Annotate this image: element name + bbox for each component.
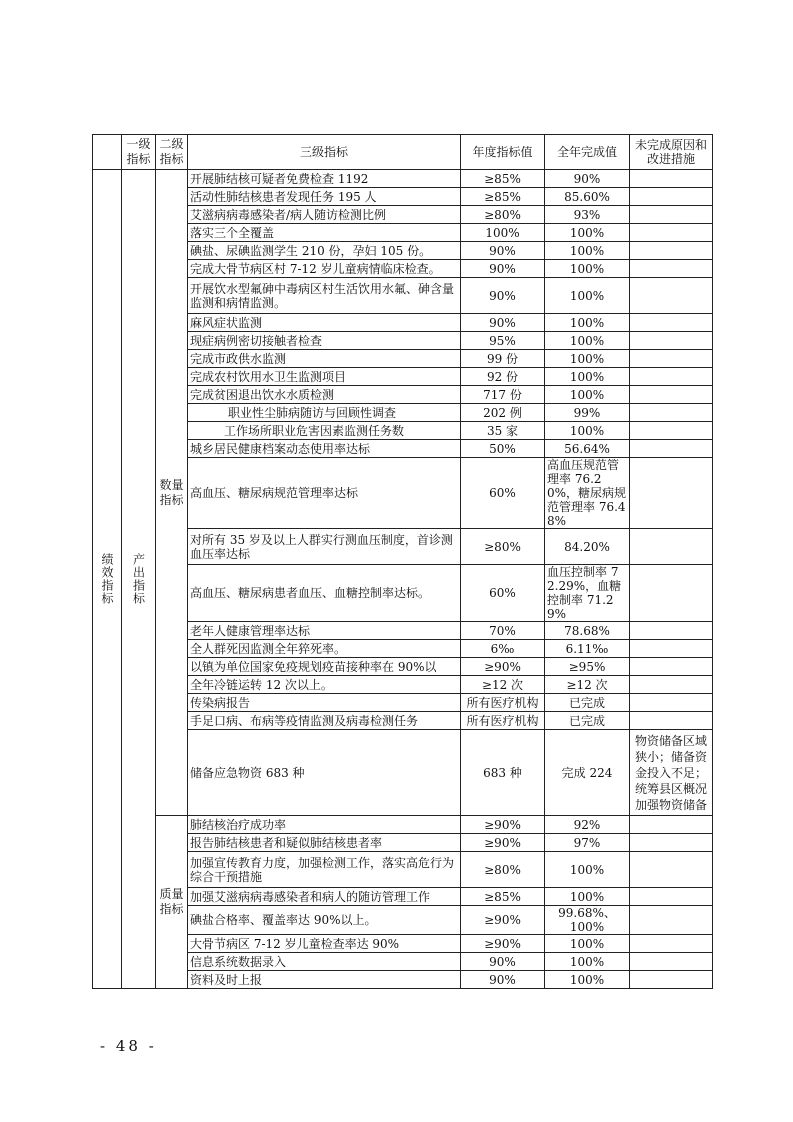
- header-level1: 一级指标: [122, 135, 156, 170]
- actual-value: 93%: [545, 206, 630, 224]
- indicator-name: 肺结核治疗成功率: [188, 816, 461, 834]
- annual-target: ≥90%: [461, 658, 545, 676]
- actual-value: 100%: [545, 350, 630, 368]
- indicator-name: 全年冷链运转 12 次以上。: [188, 676, 461, 694]
- indicator-name: 全人群死因监测全年猝死率。: [188, 640, 461, 658]
- actual-value: 84.20%: [545, 529, 630, 565]
- indicator-name: 高血压、糖尿病患者血压、血糖控制率达标。: [188, 565, 461, 622]
- annual-target: ≥80%: [461, 852, 545, 888]
- section-performance: [93, 170, 122, 989]
- annual-target: 35 家: [461, 422, 545, 440]
- actual-value: 6.11‰: [545, 640, 630, 658]
- actual-value: 100%: [545, 953, 630, 971]
- reason-cell: [630, 676, 713, 694]
- indicator-name: 加强宣传教育力度，加强检测工作，落实高危行为综合干预措施: [188, 852, 461, 888]
- annual-target: 90%: [461, 971, 545, 989]
- actual-value: 90%: [545, 170, 630, 188]
- indicator-name: 城乡居民健康档案动态使用率达标: [188, 440, 461, 458]
- indicator-name: 老年人健康管理率达标: [188, 622, 461, 640]
- reason-cell: [630, 565, 713, 622]
- reason-cell: [630, 640, 713, 658]
- indicator-name: 报告肺结核患者和疑似肺结核患者率: [188, 834, 461, 852]
- reason-cell: [630, 188, 713, 206]
- actual-value: 100%: [545, 386, 630, 404]
- indicator-name: 落实三个全覆盖: [188, 224, 461, 242]
- header-annual-target: 年度指标值: [461, 135, 545, 170]
- table-row: [93, 170, 713, 188]
- header-level3: 三级指标: [188, 135, 461, 170]
- reason-cell: [630, 622, 713, 640]
- actual-value: 56.64%: [545, 440, 630, 458]
- reason-cell: [630, 404, 713, 422]
- indicator-name: 开展肺结核可疑者免费检查 1192: [188, 170, 461, 188]
- indicator-name: 传染病报告: [188, 694, 461, 712]
- annual-target: 92 份: [461, 368, 545, 386]
- annual-target: 90%: [461, 260, 545, 278]
- reason-cell: [630, 440, 713, 458]
- reason-cell: [630, 332, 713, 350]
- reason-cell: [630, 658, 713, 676]
- indicator-name: 储备应急物资 683 种: [188, 730, 461, 816]
- annual-target: ≥90%: [461, 906, 545, 935]
- reason-cell: [630, 906, 713, 935]
- annual-target: 6‰: [461, 640, 545, 658]
- performance-table: [92, 134, 713, 989]
- annual-target: ≥85%: [461, 170, 545, 188]
- actual-value: ≥12 次: [545, 676, 630, 694]
- reason-cell: [630, 458, 713, 529]
- reason-cell: [630, 712, 713, 730]
- reason-cell: [630, 971, 713, 989]
- indicator-name: 手足口病、布病等疫情监测及病毒检测任务: [188, 712, 461, 730]
- actual-value: 100%: [545, 422, 630, 440]
- indicator-name: 对所有 35 岁及以上人群实行测血压制度，首诊测血压率达标: [188, 529, 461, 565]
- annual-target: 683 种: [461, 730, 545, 816]
- actual-value: 100%: [545, 314, 630, 332]
- annual-target: 所有医疗机构: [461, 694, 545, 712]
- actual-value: 100%: [545, 242, 630, 260]
- indicator-name: 完成贫困退出饮水水质检测: [188, 386, 461, 404]
- reason-cell: [630, 816, 713, 834]
- annual-target: ≥85%: [461, 888, 545, 906]
- indicator-name: 以镇为单位国家免疫规划疫苗接种率在 90%以: [188, 658, 461, 676]
- table-row: [93, 816, 713, 834]
- reason-cell: [630, 350, 713, 368]
- section-quantity-text: 数量指标: [159, 477, 184, 507]
- annual-target: 50%: [461, 440, 545, 458]
- annual-target: 70%: [461, 622, 545, 640]
- section-performance-text: 绩效指标: [100, 553, 114, 605]
- reason-cell: [630, 206, 713, 224]
- header-actual: 全年完成值: [545, 135, 630, 170]
- annual-target: 60%: [461, 458, 545, 529]
- annual-target: 90%: [461, 278, 545, 314]
- reason-cell: [630, 694, 713, 712]
- actual-value: 100%: [545, 888, 630, 906]
- indicator-name: 完成市政供水监测: [188, 350, 461, 368]
- annual-target: 202 例: [461, 404, 545, 422]
- actual-value: 血压控制率 72.29%，血糖控制率 71.29%: [545, 565, 630, 622]
- reason-cell: [630, 529, 713, 565]
- section-quantity: [156, 170, 188, 816]
- annual-target: 60%: [461, 565, 545, 622]
- indicator-name: 资料及时上报: [188, 971, 461, 989]
- indicator-name: 大骨节病区 7-12 岁儿童检查率达 90%: [188, 935, 461, 953]
- annual-target: 所有医疗机构: [461, 712, 545, 730]
- indicator-name: 工作场所职业危害因素监测任务数: [188, 422, 461, 440]
- reason-cell: [630, 852, 713, 888]
- actual-value: 完成 224: [545, 730, 630, 816]
- indicator-name: 麻风症状监测: [188, 314, 461, 332]
- reason-cell: [630, 224, 713, 242]
- reason-cell: [630, 386, 713, 404]
- annual-target: ≥12 次: [461, 676, 545, 694]
- annual-target: 90%: [461, 953, 545, 971]
- annual-target: ≥90%: [461, 834, 545, 852]
- actual-value: 高血压规范管理率 76.20%，糖尿病规范管理率 76.48%: [545, 458, 630, 529]
- indicator-name: 加强艾滋病病毒感染者和病人的随访管理工作: [188, 888, 461, 906]
- header-blank: [93, 135, 122, 170]
- actual-value: 97%: [545, 834, 630, 852]
- reason-cell: [630, 888, 713, 906]
- reason-cell: [630, 242, 713, 260]
- indicator-name: 开展饮水型氟砷中毒病区村生活饮用水氟、砷含量监测和病情监测。: [188, 278, 461, 314]
- section-quality-text: 质量指标: [159, 887, 184, 916]
- indicator-name: 活动性肺结核患者发现任务 195 人: [188, 188, 461, 206]
- actual-value: 78.68%: [545, 622, 630, 640]
- actual-value: 100%: [545, 935, 630, 953]
- actual-value: 85.60%: [545, 188, 630, 206]
- actual-value: 已完成: [545, 712, 630, 730]
- reason-cell: [630, 834, 713, 852]
- section-output: [122, 170, 156, 989]
- indicator-name: 信息系统数据录入: [188, 953, 461, 971]
- section-output-text: 产出指标: [131, 553, 146, 605]
- section-quality: [156, 816, 188, 989]
- actual-value: 100%: [545, 278, 630, 314]
- actual-value: 99.68%、100%: [545, 906, 630, 935]
- actual-value: 已完成: [545, 694, 630, 712]
- reason-cell: [630, 935, 713, 953]
- actual-value: 99%: [545, 404, 630, 422]
- header-reason: 未完成原因和改进措施: [630, 135, 713, 170]
- reason-cell: [630, 260, 713, 278]
- reason-cell: [630, 170, 713, 188]
- actual-value: 100%: [545, 971, 630, 989]
- actual-value: 100%: [545, 332, 630, 350]
- annual-target: 717 份: [461, 386, 545, 404]
- reason-cell: [630, 314, 713, 332]
- annual-target: 90%: [461, 314, 545, 332]
- annual-target: ≥80%: [461, 529, 545, 565]
- reason-cell: [630, 368, 713, 386]
- header-level2: 二级指标: [156, 135, 188, 170]
- indicator-name: 碘盐、尿碘监测学生 210 份，孕妇 105 份。: [188, 242, 461, 260]
- annual-target: 100%: [461, 224, 545, 242]
- actual-value: ≥95%: [545, 658, 630, 676]
- indicator-name: 碘盐合格率、覆盖率达 90%以上。: [188, 906, 461, 935]
- indicator-name: 高血压、糖尿病规范管理率达标: [188, 458, 461, 529]
- reason-cell: [630, 422, 713, 440]
- page-number: - 48 -: [100, 1037, 157, 1055]
- actual-value: 100%: [545, 368, 630, 386]
- reason-cell: [630, 953, 713, 971]
- reason-cell: 物资储备区域狭小；储备资金投入不足；统筹县区概况加强物资储备: [630, 730, 713, 816]
- indicator-name: 完成大骨节病区村 7-12 岁儿童病情临床检查。: [188, 260, 461, 278]
- annual-target: 90%: [461, 242, 545, 260]
- actual-value: 100%: [545, 224, 630, 242]
- indicator-name: 职业性尘肺病随访与回顾性调查: [188, 404, 461, 422]
- annual-target: 95%: [461, 332, 545, 350]
- indicator-name: 艾滋病病毒感染者/病人随访检测比例: [188, 206, 461, 224]
- annual-target: ≥90%: [461, 816, 545, 834]
- annual-target: 99 份: [461, 350, 545, 368]
- indicator-name: 完成农村饮用水卫生监测项目: [188, 368, 461, 386]
- annual-target: ≥85%: [461, 188, 545, 206]
- reason-cell: [630, 278, 713, 314]
- table-header-row: [93, 135, 713, 170]
- actual-value: 100%: [545, 852, 630, 888]
- indicator-name: 现症病例密切接触者检查: [188, 332, 461, 350]
- annual-target: ≥90%: [461, 935, 545, 953]
- actual-value: 92%: [545, 816, 630, 834]
- annual-target: ≥80%: [461, 206, 545, 224]
- actual-value: 100%: [545, 260, 630, 278]
